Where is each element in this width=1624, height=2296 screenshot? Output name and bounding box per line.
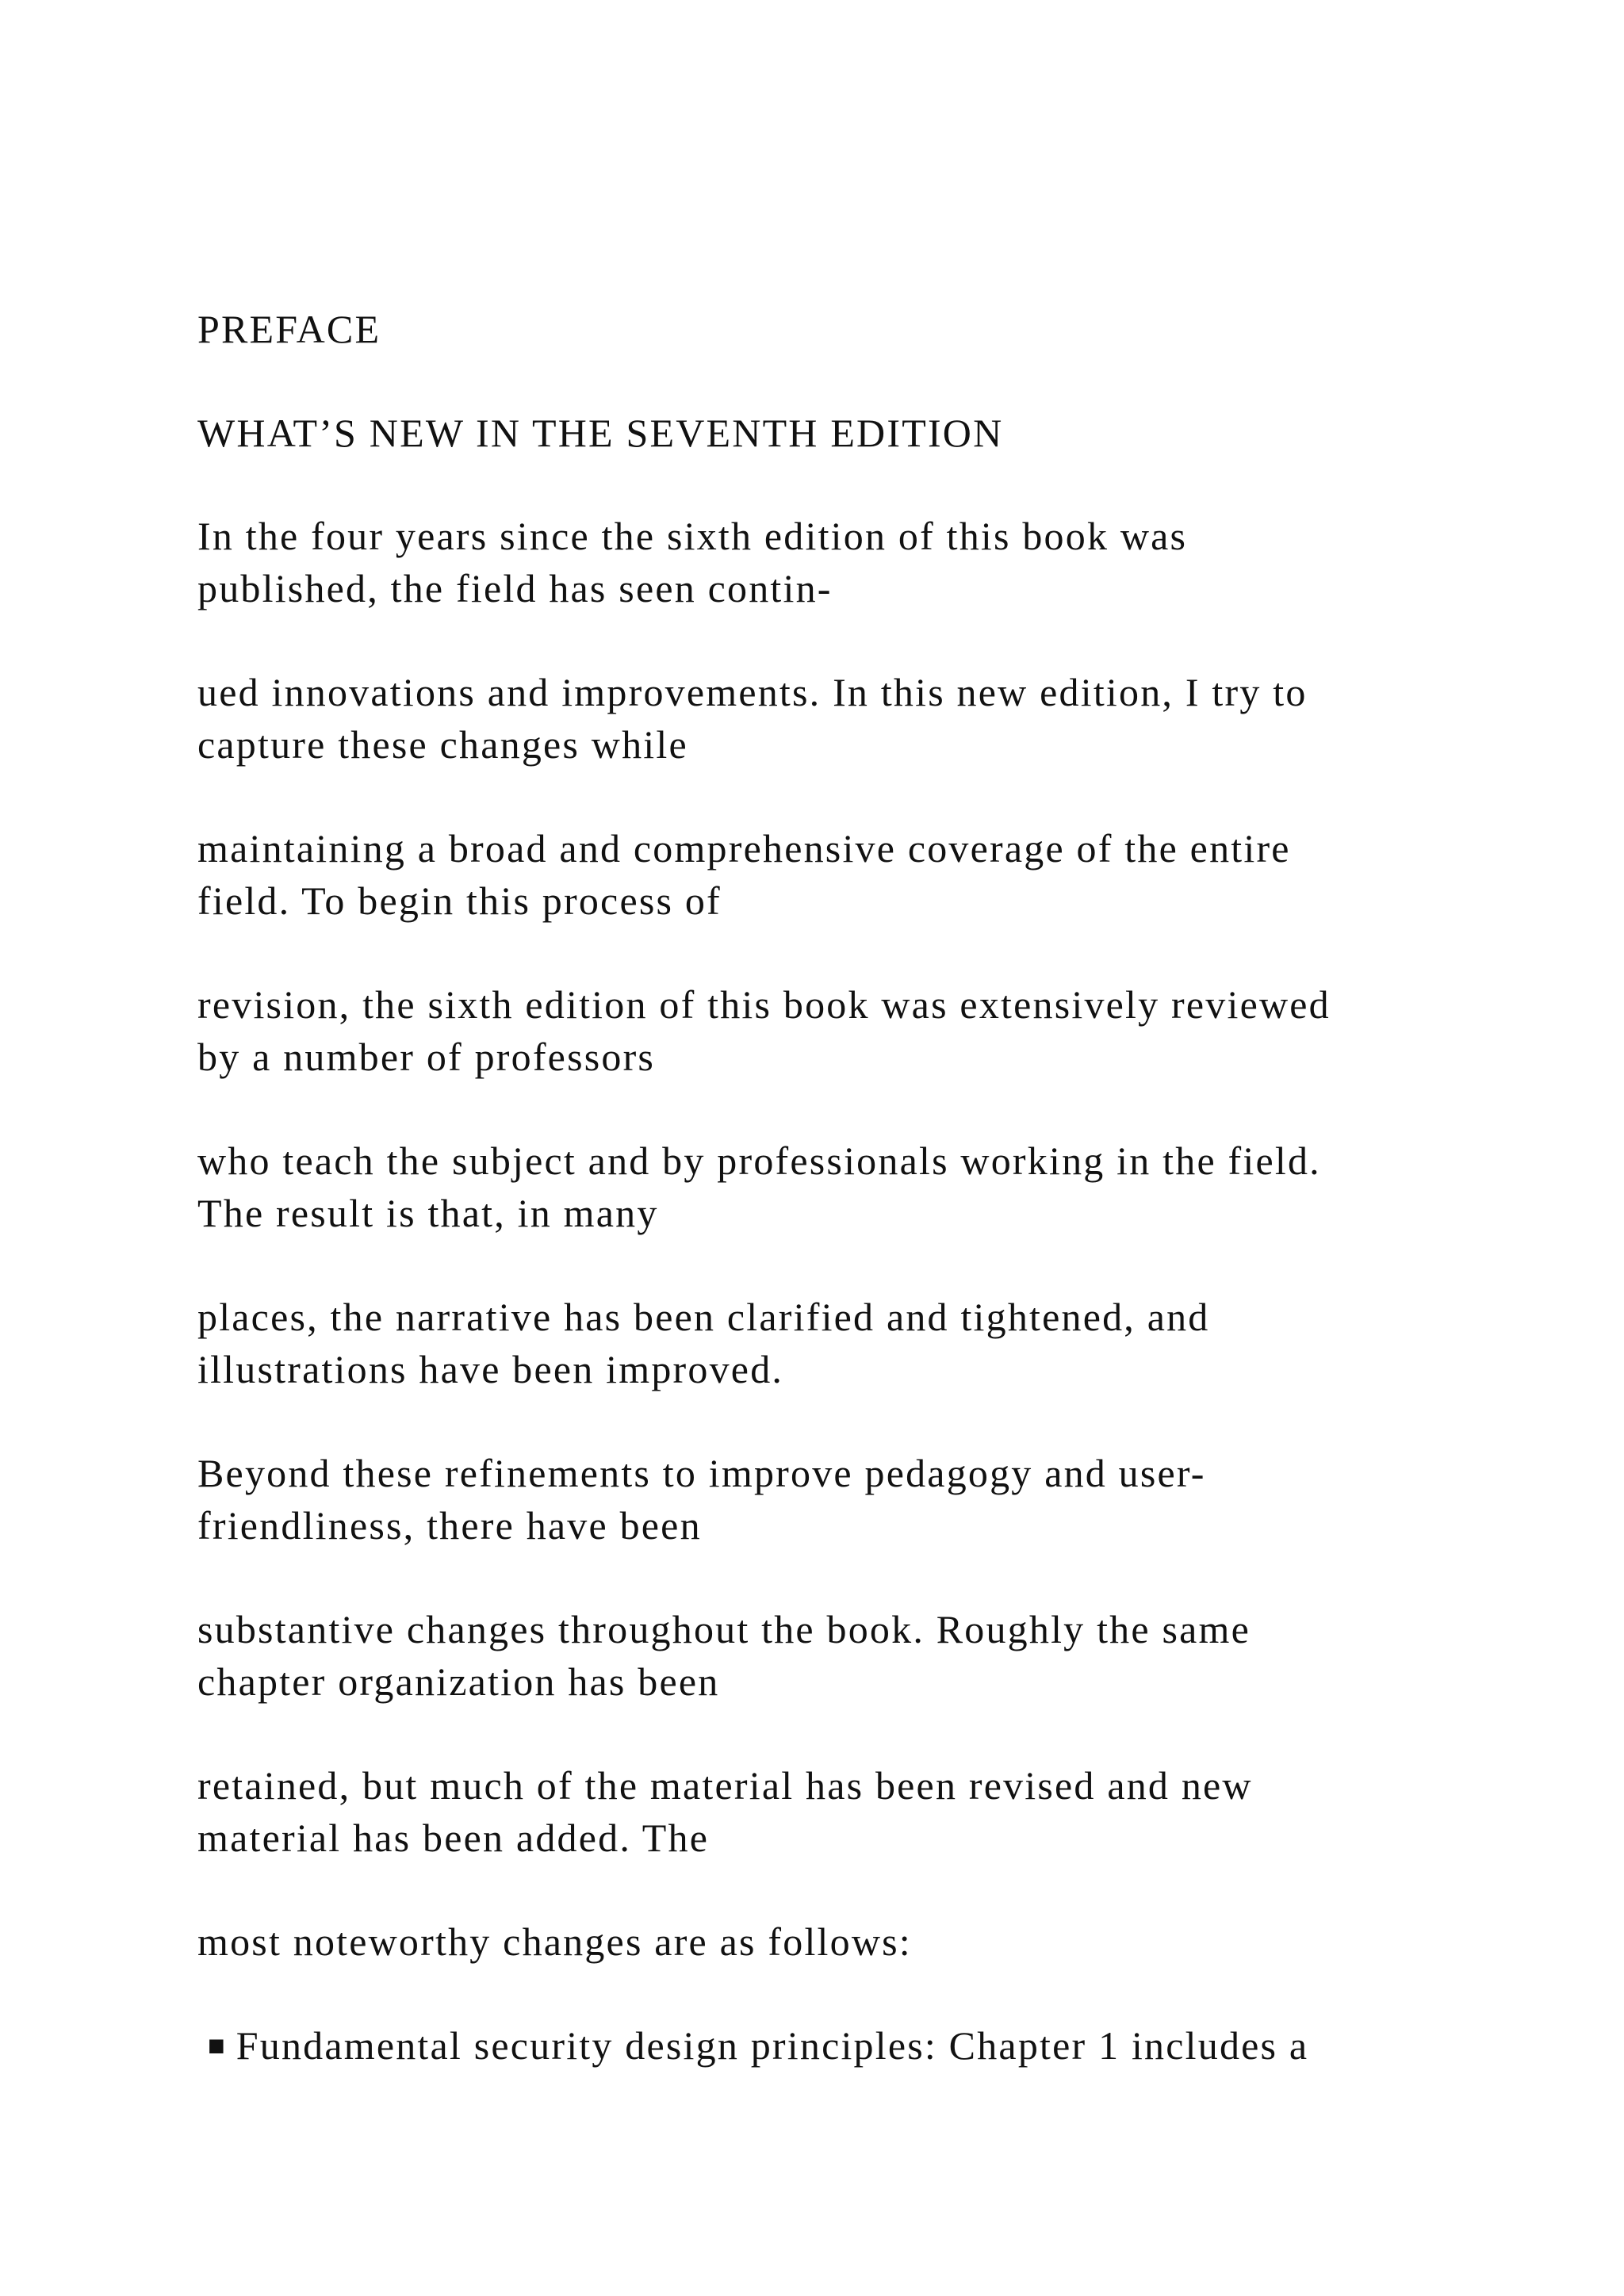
paragraph-2: ued innovations and improvements. In this new edition, I try to capture these changes while	[197, 670, 1308, 767]
paragraph-9: retained, but much of the material has been revised and new material has been added. The	[197, 1763, 1253, 1860]
paragraph-1: In the four years since the sixth edition of this book was published, the field has seen contin-	[197, 514, 1188, 610]
paragraph-6: places, the narrative has been clarified and tightened, and illustrations have been improved.	[197, 1295, 1210, 1391]
paragraph-3: maintaining a broad and comprehensive coverage of the entire field. To begin this process of	[197, 826, 1291, 923]
square-bullet-icon: ■	[208, 2030, 225, 2061]
preface-heading: PREFACE	[197, 307, 381, 351]
section-heading: WHAT’S NEW IN THE SEVENTH EDITION	[197, 411, 1004, 455]
paragraph-7: Beyond these refinements to improve pedagogy and user- friendliness, there have been	[197, 1451, 1206, 1548]
bullet-item-text: Fundamental security design principles: Chapter 1 includes a	[236, 2023, 1309, 2068]
paragraph-5: who teach the subject and by professionals working in the field. The result is that, in many	[197, 1138, 1321, 1235]
bullet-item	[208, 2019, 1524, 2072]
paragraph-4: revision, the sixth edition of this book was extensively reviewed by a number of professors	[197, 982, 1331, 1079]
paragraph-8: substantive changes throughout the book. Roughly the same chapter organization has been	[197, 1607, 1251, 1704]
paragraph-10: most noteworthy changes are as follows:	[197, 1919, 912, 1964]
